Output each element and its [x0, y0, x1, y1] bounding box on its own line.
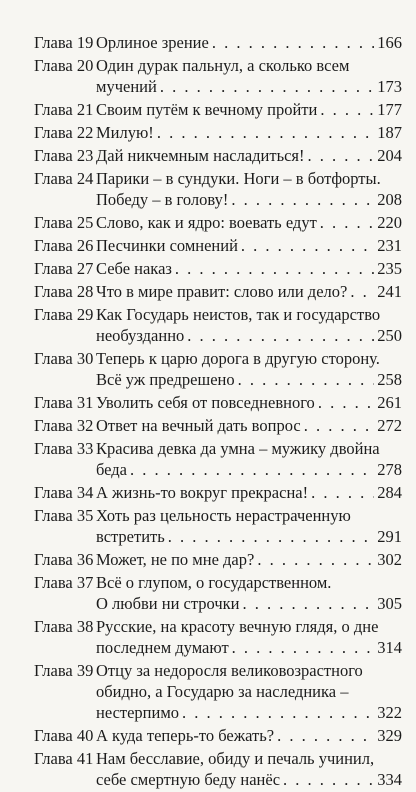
chapter-title-last-line: [96, 281, 402, 302]
chapter-title-line: встретить: [96, 527, 165, 546]
chapter-title-block: [96, 549, 402, 570]
chapter-title-last-line: [96, 99, 402, 120]
toc-entry: [34, 348, 402, 390]
chapter-title-line: Уволить себя от повседневного: [96, 393, 315, 412]
chapter-label: Глава 20: [34, 56, 94, 75]
dot-leader: [320, 99, 374, 120]
dot-leader: [160, 76, 374, 97]
toc-entry: [34, 660, 402, 723]
chapter-title-line: Орлиное зрение: [96, 33, 209, 52]
chapter-label: Глава 26: [34, 236, 94, 255]
toc-entry: [34, 281, 402, 302]
dot-leader: [304, 415, 375, 436]
dot-leader: [308, 145, 375, 166]
chapter-title-last-line: [96, 369, 402, 390]
toc-entry: [34, 145, 402, 166]
toc-entry: [34, 725, 402, 746]
page-number: 250: [377, 326, 402, 345]
page-number: 278: [377, 460, 402, 479]
chapter-title-block: [96, 482, 402, 503]
toc-entry: [34, 572, 402, 614]
dot-leader: [242, 593, 374, 614]
chapter-title-line: Себе наказ: [96, 259, 172, 278]
chapter-title-last-line: [96, 325, 402, 346]
chapter-title-line: Как Государь неистов, так и государство: [96, 305, 381, 324]
chapter-label: Глава 28: [34, 282, 94, 301]
chapter-label: Глава 32: [34, 416, 94, 435]
chapter-title-line: Красива девка да умна – мужику двойна: [96, 439, 380, 458]
toc-entry: [34, 549, 402, 570]
chapter-label: Глава 27: [34, 259, 94, 278]
page-number: 272: [377, 416, 402, 435]
page-number: 334: [377, 770, 402, 789]
toc-entry: [34, 392, 402, 413]
page-number: 166: [377, 33, 402, 52]
chapter-title-line: беда: [96, 460, 128, 479]
chapter-title-block: [96, 438, 402, 480]
dot-leader: [257, 549, 374, 570]
chapter-title-line: Один дурак пальнул, а сколько всем: [96, 56, 350, 75]
chapter-label: Глава 38: [34, 617, 94, 636]
dot-leader: [232, 637, 375, 658]
chapter-label: Глава 29: [34, 305, 94, 324]
chapter-title-block: [96, 415, 402, 436]
table-of-contents: [34, 32, 402, 792]
chapter-title-last-line: [96, 145, 402, 166]
dot-leader: [320, 212, 374, 233]
toc-entry: [34, 438, 402, 480]
chapter-title-block: [96, 168, 402, 210]
chapter-title-block: [96, 235, 402, 256]
toc-entry: [34, 99, 402, 120]
dot-leader: [187, 325, 374, 346]
chapter-title-line: последнем думают: [96, 638, 229, 657]
toc-entry: [34, 122, 402, 143]
toc-entry: [34, 235, 402, 256]
chapter-title-last-line: [96, 549, 402, 570]
chapter-label: Глава 25: [34, 213, 94, 232]
chapter-label: Глава 39: [34, 661, 94, 680]
chapter-title-last-line: [96, 189, 402, 210]
chapter-title-line: Может, не по мне дар?: [96, 550, 255, 569]
chapter-label: Глава 21: [34, 100, 94, 119]
chapter-title-block: [96, 748, 402, 790]
chapter-title-block: [96, 660, 402, 723]
chapter-title-block: [96, 725, 402, 746]
page-number: 177: [377, 100, 402, 119]
chapter-title-last-line: [96, 32, 402, 53]
page-number: 314: [377, 638, 402, 657]
chapter-title-line: О любви ни строчки: [96, 594, 240, 613]
page-number: 305: [377, 594, 402, 613]
chapter-title-last-line: [96, 482, 402, 503]
chapter-title-block: [96, 55, 402, 97]
chapter-title-line: Всё уж предрешено: [96, 370, 235, 389]
chapter-title-block: [96, 392, 402, 413]
toc-entry: [34, 616, 402, 658]
chapter-title-line: А жизнь-то вокруг прекрасна!: [96, 483, 309, 502]
chapter-title-last-line: [96, 212, 402, 233]
chapter-title-block: [96, 281, 402, 302]
chapter-title-line: Хоть раз цельность нерастраченную: [96, 506, 351, 525]
chapter-title-line: Отцу за недоросля великовозрастного: [96, 661, 363, 680]
chapter-title-line: Теперь к царю дорога в другую сторону.: [96, 349, 380, 368]
chapter-title-line: Своим путём к вечному пройти: [96, 100, 318, 119]
chapter-title-line: Победу – в голову!: [96, 190, 229, 209]
chapter-label: Глава 36: [34, 550, 94, 569]
chapter-title-last-line: [96, 702, 402, 723]
chapter-title-block: [96, 32, 402, 53]
page-number: 261: [377, 393, 402, 412]
chapter-label: Глава 22: [34, 123, 94, 142]
chapter-title-line: Милую!: [96, 123, 154, 142]
chapter-title-block: [96, 99, 402, 120]
chapter-title-last-line: [96, 769, 402, 790]
chapter-title-block: [96, 145, 402, 166]
chapter-title-line: нестерпимо: [96, 703, 180, 722]
chapter-title-block: [96, 348, 402, 390]
chapter-title-last-line: [96, 725, 402, 746]
dot-leader: [130, 459, 374, 480]
dot-leader: [231, 189, 374, 210]
chapter-label: Глава 24: [34, 169, 94, 188]
toc-entry: [34, 748, 402, 790]
dot-leader: [157, 122, 374, 143]
chapter-title-line: А куда теперь-то бежать?: [96, 726, 275, 745]
chapter-title-last-line: [96, 593, 402, 614]
chapter-label: Глава 31: [34, 393, 94, 412]
chapter-title-line: обидно, а Государю за наследника –: [96, 682, 349, 701]
dot-leader: [175, 258, 374, 279]
chapter-title-block: [96, 122, 402, 143]
chapter-title-line: Всё о глупом, о государственном.: [96, 573, 332, 592]
chapter-label: Глава 34: [34, 483, 94, 502]
chapter-title-line: Что в мире правит: слово или дело?: [96, 282, 348, 301]
chapter-title-block: [96, 616, 402, 658]
page-number: 204: [377, 146, 402, 165]
chapter-title-block: [96, 505, 402, 547]
toc-entry: [34, 304, 402, 346]
page-number: 291: [377, 527, 402, 546]
toc-entry: [34, 258, 402, 279]
chapter-label: Глава 19: [34, 33, 94, 52]
chapter-title-block: [96, 304, 402, 346]
chapter-title-line: Парики – в сундуки. Ноги – в ботфорты.: [96, 169, 381, 188]
chapter-title-line: Дай никчемным насладиться!: [96, 146, 305, 165]
chapter-label: Глава 33: [34, 439, 94, 458]
page-number: 187: [377, 123, 402, 142]
chapter-title-block: [96, 258, 402, 279]
dot-leader: [182, 702, 374, 723]
chapter-label: Глава 30: [34, 349, 94, 368]
chapter-title-line: необузданно: [96, 326, 185, 345]
chapter-label: Глава 37: [34, 573, 94, 592]
chapter-title-last-line: [96, 392, 402, 413]
chapter-title-line: себе смертную беду нанёс: [96, 770, 281, 789]
page-number: 235: [377, 259, 402, 278]
page-number: 329: [377, 726, 402, 745]
chapter-label: Глава 23: [34, 146, 94, 165]
page-number: 231: [377, 236, 402, 255]
chapter-label: Глава 40: [34, 726, 94, 745]
chapter-title-line: Слово, как и ядро: воевать едут: [96, 213, 317, 232]
chapter-title-line: Песчинки сомнений: [96, 236, 238, 255]
toc-entry: [34, 168, 402, 210]
chapter-title-last-line: [96, 526, 402, 547]
chapter-title-block: [96, 572, 402, 614]
toc-entry: [34, 482, 402, 503]
dot-leader: [318, 392, 374, 413]
page-number: 302: [377, 550, 402, 569]
chapter-label: Глава 35: [34, 506, 94, 525]
page-number: 173: [377, 77, 402, 96]
dot-leader: [283, 769, 374, 790]
dot-leader: [238, 369, 375, 390]
chapter-title-last-line: [96, 258, 402, 279]
toc-entry: [34, 32, 402, 53]
page-number: 284: [377, 483, 402, 502]
chapter-title-line: Ответ на вечный дать вопрос: [96, 416, 301, 435]
chapter-label: Глава 41: [34, 749, 94, 768]
page-number: 322: [377, 703, 402, 722]
toc-entry: [34, 505, 402, 547]
page-number: 258: [377, 370, 402, 389]
chapter-title-last-line: [96, 122, 402, 143]
chapter-title-line: Русские, на красоту вечную глядя, о дне: [96, 617, 379, 636]
chapter-title-line: мучений: [96, 77, 157, 96]
dot-leader: [311, 482, 374, 503]
chapter-title-last-line: [96, 637, 402, 658]
chapter-title-last-line: [96, 235, 402, 256]
toc-entry: [34, 212, 402, 233]
dot-leader: [168, 526, 374, 547]
chapter-title-line: Нам бесславие, обиду и печаль учинил,: [96, 749, 375, 768]
dot-leader: [212, 32, 374, 53]
toc-entry: [34, 55, 402, 97]
dot-leader: [241, 235, 374, 256]
page-number: 220: [377, 213, 402, 232]
chapter-title-last-line: [96, 415, 402, 436]
chapter-title-last-line: [96, 459, 402, 480]
page-number: 241: [377, 282, 402, 301]
chapter-title-last-line: [96, 76, 402, 97]
page-number: 208: [377, 190, 402, 209]
toc-entry: [34, 415, 402, 436]
chapter-title-block: [96, 212, 402, 233]
dot-leader: [277, 725, 374, 746]
dot-leader: [350, 281, 374, 302]
